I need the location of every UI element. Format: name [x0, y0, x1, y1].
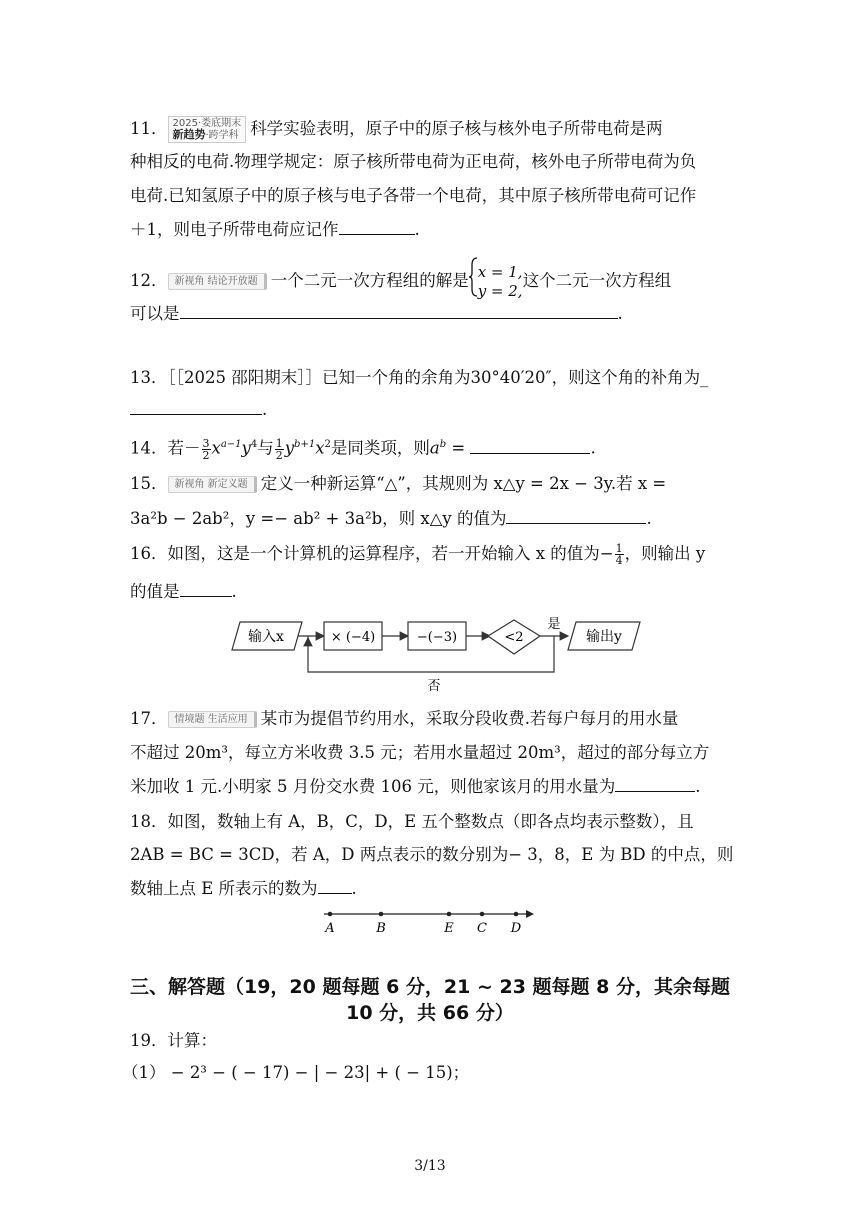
- system-brace: [469, 257, 478, 306]
- fraction-one-half: [275, 438, 284, 461]
- var: x: [315, 438, 325, 458]
- question-18-line-2: 2AB = BC = 3CD，若 A，D 两点表示的数分别为− 3，8，E 为 BD 的中点，则: [130, 845, 734, 864]
- period: .: [695, 777, 701, 796]
- question-12-text-3: 可以是: [130, 304, 180, 323]
- question-16-text-1: 如图，这是一个计算机的运算程序，若一开始输入 x 的值为−: [167, 544, 614, 563]
- number-line-arrow: [526, 910, 534, 918]
- numerator: 1: [275, 436, 283, 450]
- point-d: [514, 912, 519, 917]
- point-b: [379, 912, 384, 917]
- question-17-badge: 情境题 生活应用: [168, 711, 257, 728]
- question-18-text-1: 如图，数轴上有 A，B，C，D，E 五个整数点（即各点均表示整数），且: [167, 812, 694, 831]
- exponent: b: [439, 439, 447, 450]
- question-19-number: 19．: [130, 1031, 168, 1050]
- input-label: 输入x: [248, 629, 284, 645]
- question-18-text-3: 数轴上点 E 所表示的数为: [130, 879, 318, 898]
- no-label: 否: [427, 679, 441, 694]
- answer-blank: [470, 439, 590, 454]
- question-11-line-1: [130, 116, 663, 143]
- period: .: [414, 220, 420, 239]
- period: .: [646, 509, 652, 528]
- question-15-line-2: [130, 507, 652, 531]
- question-16-text-3: 的值是: [130, 582, 180, 601]
- question-12-number: 12．: [130, 271, 168, 290]
- question-12-line-2: [130, 302, 623, 326]
- multiply-label: × (−4): [330, 630, 376, 645]
- question-15-badge: 新视角 新定义题: [168, 476, 257, 493]
- var: y: [241, 438, 251, 458]
- section-title-line-1: 三、解答题（19，20 题每题 6 分，21 ~ 23 题每题 8 分，其余每题: [129, 976, 731, 998]
- question-12-badge: 新视角 结论开放题: [168, 273, 267, 290]
- point-label-d: D: [510, 921, 522, 936]
- text: 是同类项，则: [330, 438, 430, 458]
- output-label: 输出y: [586, 629, 622, 645]
- var: x: [211, 438, 221, 458]
- period: .: [231, 582, 237, 601]
- question-11-line-2: 种相反的电荷.物理学规定：原子核所带电荷为正电荷，核外电子所带电荷为负: [130, 152, 697, 171]
- answer-blank: [130, 400, 262, 415]
- equation-system: [478, 263, 523, 301]
- point-a: [328, 912, 333, 917]
- point-e: [447, 912, 452, 917]
- yes-label: 是: [547, 617, 561, 632]
- question-17-line-2: 不超过 20m³，每立方米收费 3.5 元；若用水量超过 20m³，超过的部分每立方: [130, 743, 710, 762]
- question-11-text-4: ＋1，则电子所带电荷应记作: [130, 220, 339, 239]
- question-14-line: [130, 433, 596, 461]
- answer-blank: [339, 220, 415, 235]
- page-number: 3/13: [414, 1158, 446, 1174]
- question-15-text-1: 定义一种新运算“△”，其规则为 x△y = 2x − 3y.若 x =: [260, 474, 667, 493]
- fraction-three-halves: [202, 438, 211, 461]
- point-label-a: A: [325, 921, 335, 936]
- question-11-number: 11．: [130, 119, 168, 138]
- var: a: [429, 438, 440, 458]
- equation-1: x = 1,: [477, 262, 523, 281]
- exponent: a−1: [220, 439, 242, 450]
- exponent: b+1: [294, 439, 316, 450]
- period: .: [262, 400, 268, 419]
- condition-label: <2: [504, 630, 524, 645]
- equation-2: y = 2,: [477, 281, 523, 300]
- section-title-line-2: 10 分，共 66 分）: [346, 1002, 514, 1024]
- question-13-number: 13．: [130, 368, 168, 387]
- question-11-line-4: [130, 218, 420, 242]
- subtract-label: −(−3): [416, 630, 458, 645]
- denominator: 4: [615, 554, 623, 567]
- question-17-text-1: 某市为提倡节约用水，采取分段收费.若每户每月的用水量: [260, 709, 679, 728]
- question-13-line-1: [130, 366, 708, 390]
- var: y: [284, 438, 295, 458]
- question-11-badge: [168, 116, 247, 143]
- number-line-points: [324, 912, 521, 936]
- question-16-line-2: [130, 580, 237, 604]
- exponent: 4: [250, 439, 258, 450]
- question-18-number: 18．: [130, 812, 168, 831]
- question-17-line-3: [130, 775, 700, 799]
- question-19-part-1: （1） − 2³ − ( − 17) − | − 23| + ( − 15)；: [122, 1063, 470, 1082]
- answer-blank: [180, 582, 232, 597]
- question-15-number: 15．: [130, 474, 168, 493]
- period: .: [351, 879, 357, 898]
- number-line-diagram: [316, 904, 546, 938]
- question-15-line-1: [130, 472, 666, 496]
- fraction-one-quarter: [615, 543, 624, 566]
- point-label-e: E: [444, 921, 454, 936]
- text: 若－: [167, 438, 201, 458]
- period: .: [590, 438, 596, 458]
- point-label-c: C: [477, 921, 487, 936]
- equals: =: [446, 438, 471, 458]
- text: 与: [257, 438, 274, 458]
- flowchart-diagram: [228, 612, 648, 696]
- point-c: [480, 912, 485, 917]
- point-label-b: B: [376, 921, 386, 936]
- answer-blank: [615, 777, 695, 792]
- badge-top-text: 2025·娄底期末: [172, 118, 242, 129]
- question-17-number: 17．: [130, 709, 168, 728]
- question-17-text-3: 米加收 1 元.小明家 5 月份交水费 106 元，则他家该月的用水量为: [130, 777, 616, 796]
- answer-blank: [318, 879, 352, 894]
- badge-sub-text: ·跨学科: [205, 130, 239, 141]
- question-18-line-3: [130, 877, 357, 901]
- question-12-text-2: 这个二元一次方程组: [522, 271, 672, 290]
- denominator: 2: [275, 448, 283, 462]
- numerator: 3: [202, 436, 210, 450]
- question-19-text: 计算：: [167, 1031, 217, 1050]
- answer-blank: [180, 304, 618, 319]
- question-12-text-1: 一个二元一次方程组的解是: [270, 271, 469, 290]
- question-16-number: 16．: [130, 544, 168, 563]
- period: .: [617, 304, 623, 323]
- question-13-line-2: [130, 398, 267, 422]
- exponent: 2: [324, 439, 331, 450]
- question-16-text-2: ，则输出 y: [624, 544, 706, 563]
- question-15-text-2: 3a²b − 2ab²，y =− ab² + 3a²b，则 x△y 的值为: [130, 509, 507, 528]
- numerator: 1: [615, 542, 623, 555]
- question-11-text-1: 科学实验表明，原子中的原子核与核外电子所带电荷是两: [250, 119, 663, 138]
- question-19-line-1: [130, 1029, 217, 1053]
- badge-main-text: 新趋势: [172, 128, 206, 141]
- question-17-line-1: [130, 707, 678, 731]
- question-12-line-1: [130, 257, 671, 306]
- question-13-text: ［［2025 邵阳期末］］已知一个角的余角为30°40′20″，则这个角的补角为_: [167, 368, 709, 387]
- question-18-line-1: [130, 810, 694, 834]
- question-16-line-1: [130, 542, 705, 566]
- question-14-number: 14．: [130, 438, 168, 458]
- answer-blank: [506, 509, 646, 524]
- denominator: 2: [202, 448, 210, 462]
- question-11-line-3: 电荷.已知氢原子中的原子核与电子各带一个电荷，其中原子核所带电荷可记作: [130, 186, 697, 205]
